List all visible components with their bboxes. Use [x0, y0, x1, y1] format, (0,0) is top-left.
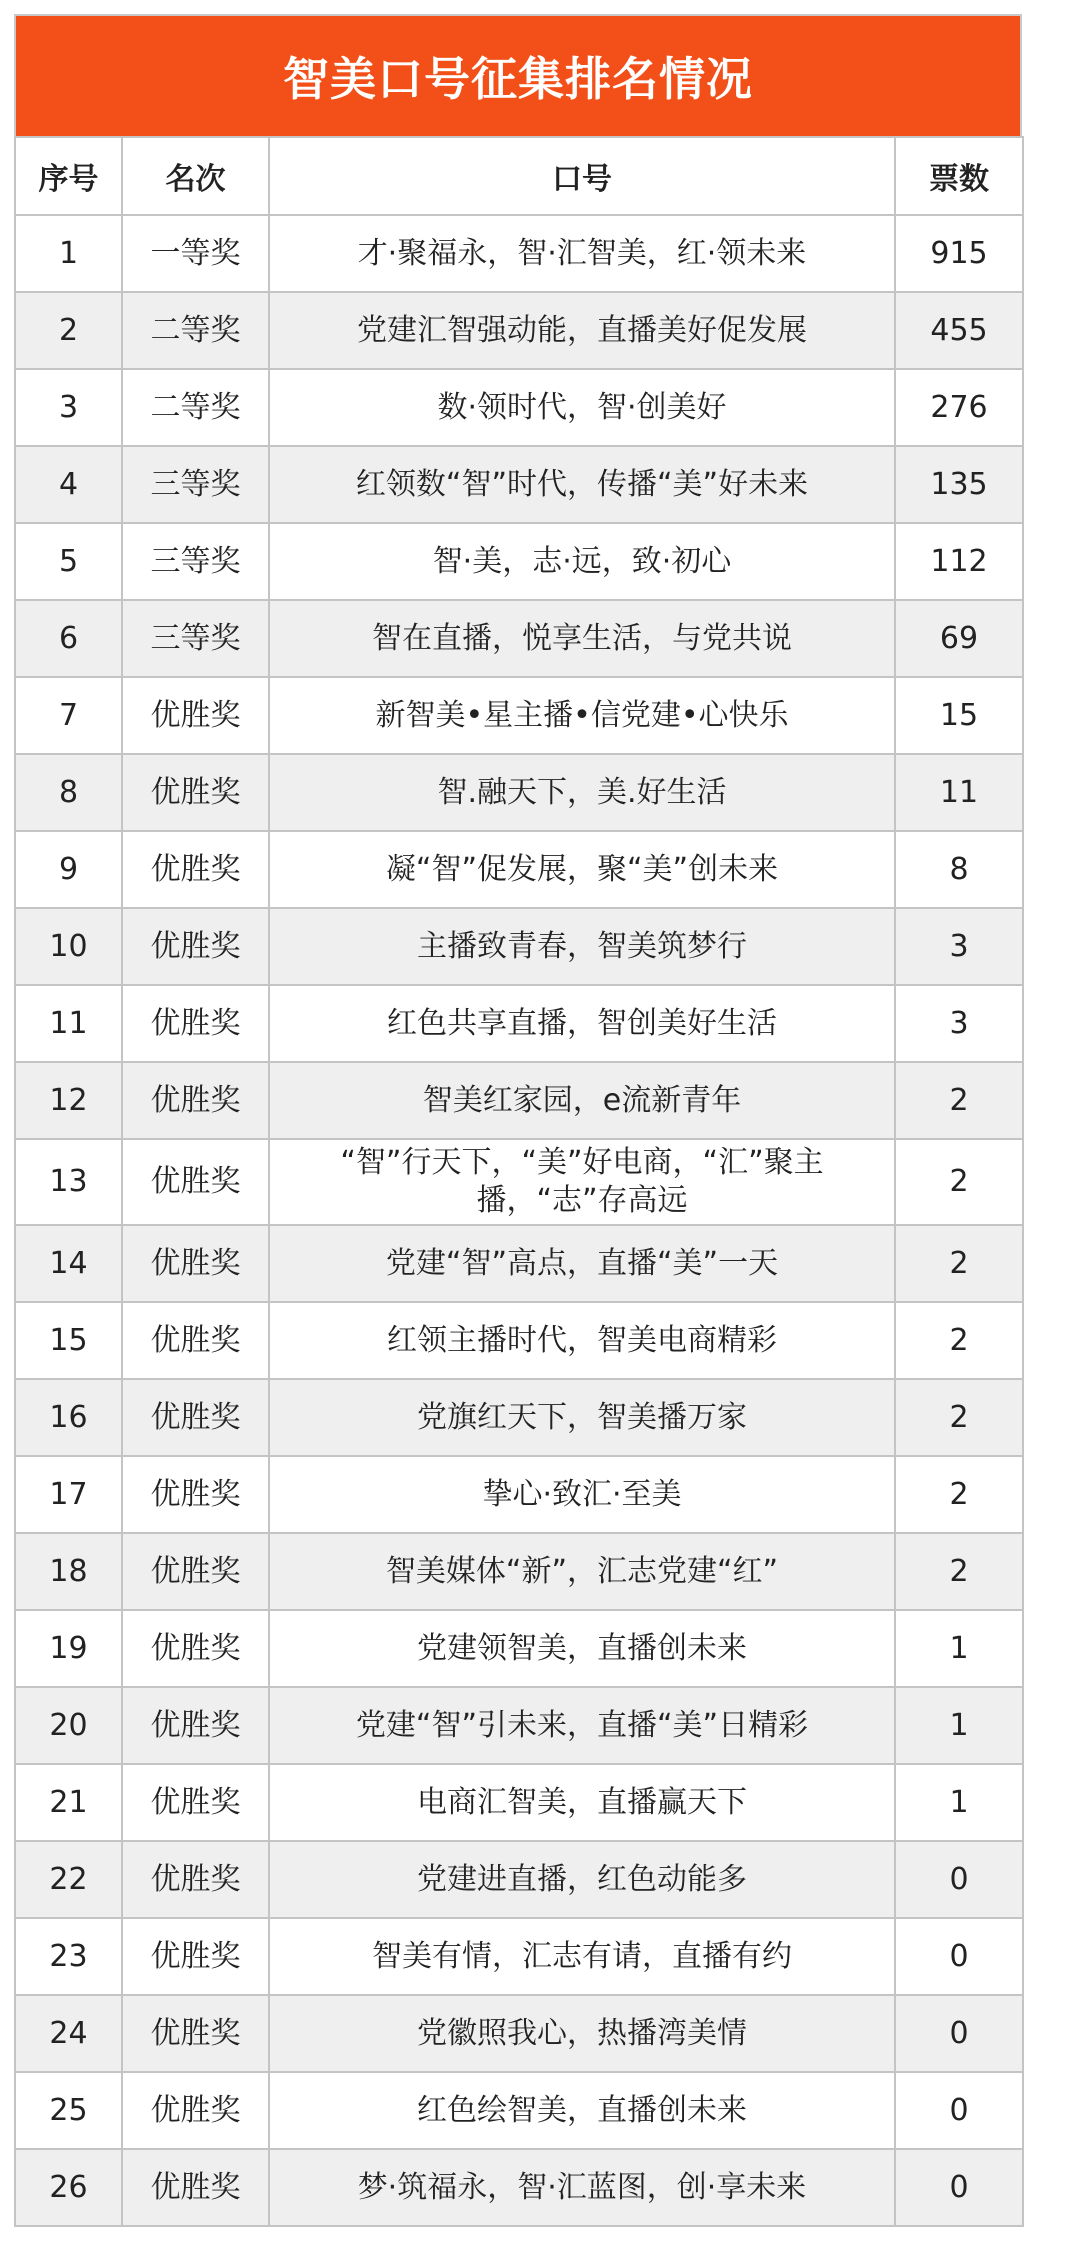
- ranking-table: [14, 136, 1024, 2227]
- cell-seq: 26: [15, 2149, 122, 2226]
- cell-slogan: 智美媒体“新”，汇志党建“红”: [269, 1533, 895, 1610]
- table-row: [15, 2149, 1023, 2226]
- cell-seq: 1: [15, 215, 122, 292]
- table-row: [15, 215, 1023, 292]
- cell-slogan: 电商汇智美，直播赢天下: [269, 1764, 895, 1841]
- table-row: [15, 1456, 1023, 1533]
- cell-rank: 一等奖: [122, 215, 269, 292]
- table-row: [15, 446, 1023, 523]
- table-row: [15, 754, 1023, 831]
- table-row: [15, 1379, 1023, 1456]
- cell-seq: 21: [15, 1764, 122, 1841]
- cell-seq: 16: [15, 1379, 122, 1456]
- cell-rank: 优胜奖: [122, 1533, 269, 1610]
- table-body: [15, 215, 1023, 2226]
- cell-rank: 优胜奖: [122, 1841, 269, 1918]
- table-row: [15, 908, 1023, 985]
- cell-rank: 优胜奖: [122, 1918, 269, 1995]
- cell-rank: 三等奖: [122, 600, 269, 677]
- table-row: [15, 1841, 1023, 1918]
- cell-seq: 9: [15, 831, 122, 908]
- cell-slogan: 凝“智”促发展，聚“美”创未来: [269, 831, 895, 908]
- cell-slogan: 党旗红天下，智美播万家: [269, 1379, 895, 1456]
- cell-seq: 4: [15, 446, 122, 523]
- cell-slogan: 梦·筑福永，智·汇蓝图，创·享未来: [269, 2149, 895, 2226]
- cell-rank: 优胜奖: [122, 1456, 269, 1533]
- cell-rank: 优胜奖: [122, 1062, 269, 1139]
- cell-rank: 优胜奖: [122, 2149, 269, 2226]
- cell-seq: 17: [15, 1456, 122, 1533]
- cell-seq: 12: [15, 1062, 122, 1139]
- cell-votes: 0: [895, 1918, 1023, 1995]
- cell-slogan: 红色绘智美，直播创未来: [269, 2072, 895, 2149]
- table-row: [15, 600, 1023, 677]
- table-row: [15, 1918, 1023, 1995]
- cell-votes: 1: [895, 1610, 1023, 1687]
- table-row: [15, 1687, 1023, 1764]
- cell-votes: 15: [895, 677, 1023, 754]
- cell-slogan: 党徽照我心，热播湾美情: [269, 1995, 895, 2072]
- cell-seq: 7: [15, 677, 122, 754]
- cell-rank: 二等奖: [122, 292, 269, 369]
- cell-slogan: 主播致青春，智美筑梦行: [269, 908, 895, 985]
- ranking-document: [14, 14, 1022, 2227]
- cell-votes: 2: [895, 1062, 1023, 1139]
- cell-votes: 2: [895, 1533, 1023, 1610]
- cell-slogan: 红领主播时代，智美电商精彩: [269, 1302, 895, 1379]
- table-row: [15, 1533, 1023, 1610]
- cell-slogan: 智美有情，汇志有请，直播有约: [269, 1918, 895, 1995]
- cell-slogan: 才·聚福永，智·汇智美，红·领未来: [269, 215, 895, 292]
- cell-votes: 3: [895, 908, 1023, 985]
- cell-votes: 69: [895, 600, 1023, 677]
- cell-slogan: “智”行天下，“美”好电商，“汇”聚主播，“志”存高远: [269, 1139, 895, 1225]
- cell-votes: 0: [895, 2072, 1023, 2149]
- cell-rank: 优胜奖: [122, 1764, 269, 1841]
- title-bar: [14, 14, 1022, 136]
- header-slogan: 口号: [269, 137, 895, 215]
- table-row: [15, 1610, 1023, 1687]
- table-row: [15, 369, 1023, 446]
- header-rank: 名次: [122, 137, 269, 215]
- cell-slogan: 党建“智”高点，直播“美”一天: [269, 1225, 895, 1302]
- table-header-row: [15, 137, 1023, 215]
- cell-slogan: 党建进直播，红色动能多: [269, 1841, 895, 1918]
- cell-slogan: 红领数“智”时代，传播“美”好未来: [269, 446, 895, 523]
- cell-votes: 2: [895, 1139, 1023, 1225]
- cell-rank: 优胜奖: [122, 2072, 269, 2149]
- cell-rank: 优胜奖: [122, 908, 269, 985]
- cell-votes: 0: [895, 2149, 1023, 2226]
- cell-seq: 11: [15, 985, 122, 1062]
- cell-seq: 19: [15, 1610, 122, 1687]
- cell-slogan: 挚心·致汇·至美: [269, 1456, 895, 1533]
- cell-rank: 优胜奖: [122, 985, 269, 1062]
- cell-seq: 6: [15, 600, 122, 677]
- cell-votes: 1: [895, 1687, 1023, 1764]
- cell-votes: 1: [895, 1764, 1023, 1841]
- cell-slogan: 数·领时代，智·创美好: [269, 369, 895, 446]
- cell-seq: 5: [15, 523, 122, 600]
- table-row: [15, 292, 1023, 369]
- cell-votes: 112: [895, 523, 1023, 600]
- cell-seq: 13: [15, 1139, 122, 1225]
- table-row: [15, 523, 1023, 600]
- cell-votes: 2: [895, 1225, 1023, 1302]
- header-votes: 票数: [895, 137, 1023, 215]
- cell-votes: 2: [895, 1302, 1023, 1379]
- cell-seq: 14: [15, 1225, 122, 1302]
- cell-slogan: 党建领智美，直播创未来: [269, 1610, 895, 1687]
- cell-votes: 2: [895, 1456, 1023, 1533]
- table-row: [15, 1139, 1023, 1225]
- cell-rank: 优胜奖: [122, 1379, 269, 1456]
- cell-votes: 915: [895, 215, 1023, 292]
- table-row: [15, 985, 1023, 1062]
- cell-rank: 二等奖: [122, 369, 269, 446]
- cell-rank: 优胜奖: [122, 1139, 269, 1225]
- cell-rank: 三等奖: [122, 446, 269, 523]
- cell-slogan: 智·美，志·远，致·初心: [269, 523, 895, 600]
- cell-rank: 优胜奖: [122, 677, 269, 754]
- cell-seq: 3: [15, 369, 122, 446]
- table-row: [15, 2072, 1023, 2149]
- cell-seq: 15: [15, 1302, 122, 1379]
- cell-votes: 8: [895, 831, 1023, 908]
- cell-rank: 优胜奖: [122, 1995, 269, 2072]
- cell-seq: 8: [15, 754, 122, 831]
- cell-slogan: 智.融天下，美.好生活: [269, 754, 895, 831]
- cell-seq: 2: [15, 292, 122, 369]
- cell-seq: 24: [15, 1995, 122, 2072]
- cell-votes: 276: [895, 369, 1023, 446]
- table-row: [15, 1225, 1023, 1302]
- table-row: [15, 1995, 1023, 2072]
- cell-rank: 优胜奖: [122, 1302, 269, 1379]
- cell-slogan: 党建汇智强动能，直播美好促发展: [269, 292, 895, 369]
- cell-votes: 0: [895, 1841, 1023, 1918]
- cell-slogan: 新智美•星主播•信党建•心快乐: [269, 677, 895, 754]
- header-seq: 序号: [15, 137, 122, 215]
- cell-rank: 优胜奖: [122, 1225, 269, 1302]
- cell-votes: 3: [895, 985, 1023, 1062]
- page-title: 智美口号征集排名情况: [283, 52, 753, 106]
- cell-rank: 优胜奖: [122, 1610, 269, 1687]
- cell-votes: 135: [895, 446, 1023, 523]
- cell-seq: 18: [15, 1533, 122, 1610]
- cell-seq: 10: [15, 908, 122, 985]
- cell-slogan: 红色共享直播，智创美好生活: [269, 985, 895, 1062]
- table-row: [15, 1302, 1023, 1379]
- cell-rank: 优胜奖: [122, 831, 269, 908]
- cell-seq: 25: [15, 2072, 122, 2149]
- cell-seq: 20: [15, 1687, 122, 1764]
- cell-seq: 23: [15, 1918, 122, 1995]
- table-row: [15, 1062, 1023, 1139]
- cell-rank: 三等奖: [122, 523, 269, 600]
- table-row: [15, 1764, 1023, 1841]
- cell-votes: 0: [895, 1995, 1023, 2072]
- cell-slogan: 智美红家园，e流新青年: [269, 1062, 895, 1139]
- table-row: [15, 831, 1023, 908]
- cell-votes: 455: [895, 292, 1023, 369]
- cell-votes: 2: [895, 1379, 1023, 1456]
- cell-seq: 22: [15, 1841, 122, 1918]
- cell-votes: 11: [895, 754, 1023, 831]
- cell-rank: 优胜奖: [122, 1687, 269, 1764]
- cell-slogan: 党建“智”引未来，直播“美”日精彩: [269, 1687, 895, 1764]
- table-row: [15, 677, 1023, 754]
- cell-rank: 优胜奖: [122, 754, 269, 831]
- cell-slogan: 智在直播，悦享生活，与党共说: [269, 600, 895, 677]
